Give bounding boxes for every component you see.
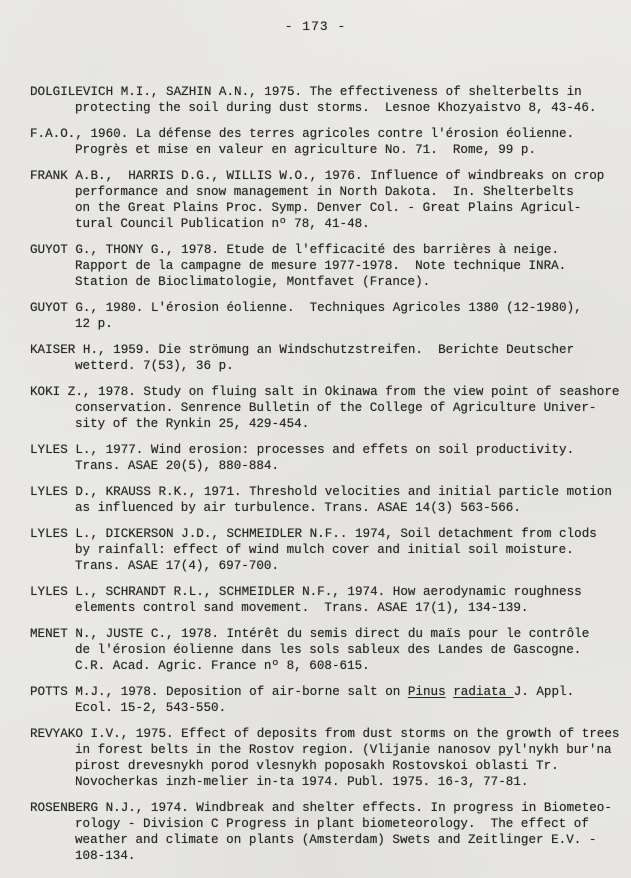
page-number: - 173 - [284,19,347,34]
reference-line: tural Council Publication nº 78, 41-48. [75,217,370,231]
underlined-species-name: Pinus [407,685,446,699]
reference-entry [30,126,628,158]
reference-line: de l'érosion éolienne dans les sols sableux des Landes de Gascogne. [75,643,582,657]
reference-line-first: F.A.O., 1960. La défense des terres agricoles contre l'érosion éolienne. [30,127,575,141]
reference-line-first: ROSENBERG N.J., 1974. Windbreak and shelter effects. In progress in Biometeo- [30,801,612,815]
reference-entry [30,526,628,574]
reference-line-first: MENET N., JUSTE C., 1978. Intérêt du semis direct du maïs pour le contrôle [30,627,590,641]
reference-line: Novocherkas inzh-melier in-ta 1974. Publ. 1975. 16-3, 77-81. [75,775,529,789]
reference-line: in forest belts in the Rostov region. (Vlijanie nanosov pyl'nykh bur'na [75,743,612,757]
reference-line: performance and snow management in North Dakota. In. Shelterbelts [75,185,574,199]
reference-line: Progrès et mise en valeur en agriculture No. 71. Rome, 99 p. [75,143,537,157]
reference-entry [30,626,628,674]
reference-line: Trans. ASAE 20(5), 880-884. [75,459,280,473]
reference-text-segment: POTTS M.J., 1978. Deposition of air-borne salt on [30,685,408,699]
reference-line: Rapport de la campagne de mesure 1977-1978. Note technique INRA. [75,259,567,273]
reference-entry [30,726,628,790]
reference-line: wetterd. 7(53), 36 p. [75,359,234,373]
reference-entry [30,442,628,474]
reference-entry [30,384,628,432]
reference-line-first: LYLES L., 1977. Wind erosion: processes and effets on soil productivity. [30,443,575,457]
reference-entry [30,300,628,332]
reference-line: as influenced by air turbulence. Trans. ASAE 14(3) 563-566. [75,501,521,515]
reference-line-first: FRANK A.B., HARRIS D.G., WILLIS W.O., 1976. Influence of windbreaks on crop [30,169,605,183]
reference-line-first: KAISER H., 1959. Die strömung an Windschutzstreifen. Berichte Deutscher [30,343,575,357]
reference-line: 12 p. [75,317,113,331]
reference-line: Ecol. 15-2, 543-550. [75,701,227,715]
reference-line-first: KOKI Z., 1978. Study on fluing salt in Okinawa from the view point of seashore [30,385,620,399]
reference-line: Trans. ASAE 17(4), 697-700. [75,559,280,573]
reference-line-first: GUYOT G., 1980. L'érosion éolienne. Techniques Agricoles 1380 (12-1980), [30,301,582,315]
reference-entry [30,684,628,716]
reference-line-first [30,684,628,700]
reference-line: Station de Bioclimatologie, Montfavet (France). [75,275,431,289]
reference-line: on the Great Plains Proc. Symp. Denver Col. - Great Plains Agricul- [75,201,582,215]
reference-line-first: LYLES L., DICKERSON J.D., SCHMEIDLER N.F.. 1974, Soil detachment from clods [30,527,597,541]
reference-line-first: REVYAKO I.V., 1975. Effect of deposits from dust storms on the growth of trees [30,727,620,741]
reference-line: by rainfall: effect of wind mulch cover and initial soil moisture. [75,543,574,557]
reference-line-first: LYLES L., SCHRANDT R.L., SCHMEIDLER N.F., 1974. How aerodynamic roughness [30,585,582,599]
reference-entry [30,342,628,374]
reference-list [30,84,628,874]
reference-entry [30,484,628,516]
reference-entry [30,800,628,864]
reference-text-segment: J. Appl. [513,685,575,699]
reference-entry [30,84,628,116]
reference-line: protecting the soil during dust storms. Lesnoe Khozyaistvo 8, 43-46. [75,101,597,115]
reference-line: pirost drevesnykh porod vlesnykh poposakh Rostovskoi oblasti Tr. [75,759,559,773]
reference-line: rology - Division C Progress in plant biometeorology. The effect of [75,817,589,831]
reference-line-first: GUYOT G., THONY G., 1978. Etude de l'efficacité des barrières à neige. [30,243,560,257]
reference-line: C.R. Acad. Agric. France nº 8, 608-615. [75,659,370,673]
reference-entry [30,168,628,232]
reference-line-first: LYLES D., KRAUSS R.K., 1971. Threshold velocities and initial particle motion [30,485,612,499]
underlined-species-name: radiata [453,685,514,699]
reference-line: weather and climate on plants (Amsterdam) Swets and Zeitlinger E.V. - [75,833,597,847]
reference-entry [30,242,628,290]
reference-line: 108-134. [75,849,136,863]
reference-line: sity of the Rynkin 25, 429-454. [75,417,310,431]
reference-line: elements control sand movement. Trans. ASAE 17(1), 134-139. [75,601,529,615]
reference-line: conservation. Senrence Bulletin of the College of Agriculture Univer- [75,401,597,415]
reference-line-first: DOLGILEVICH M.I., SAZHIN A.N., 1975. The effectiveness of shelterbelts in [30,85,582,99]
reference-entry [30,584,628,616]
